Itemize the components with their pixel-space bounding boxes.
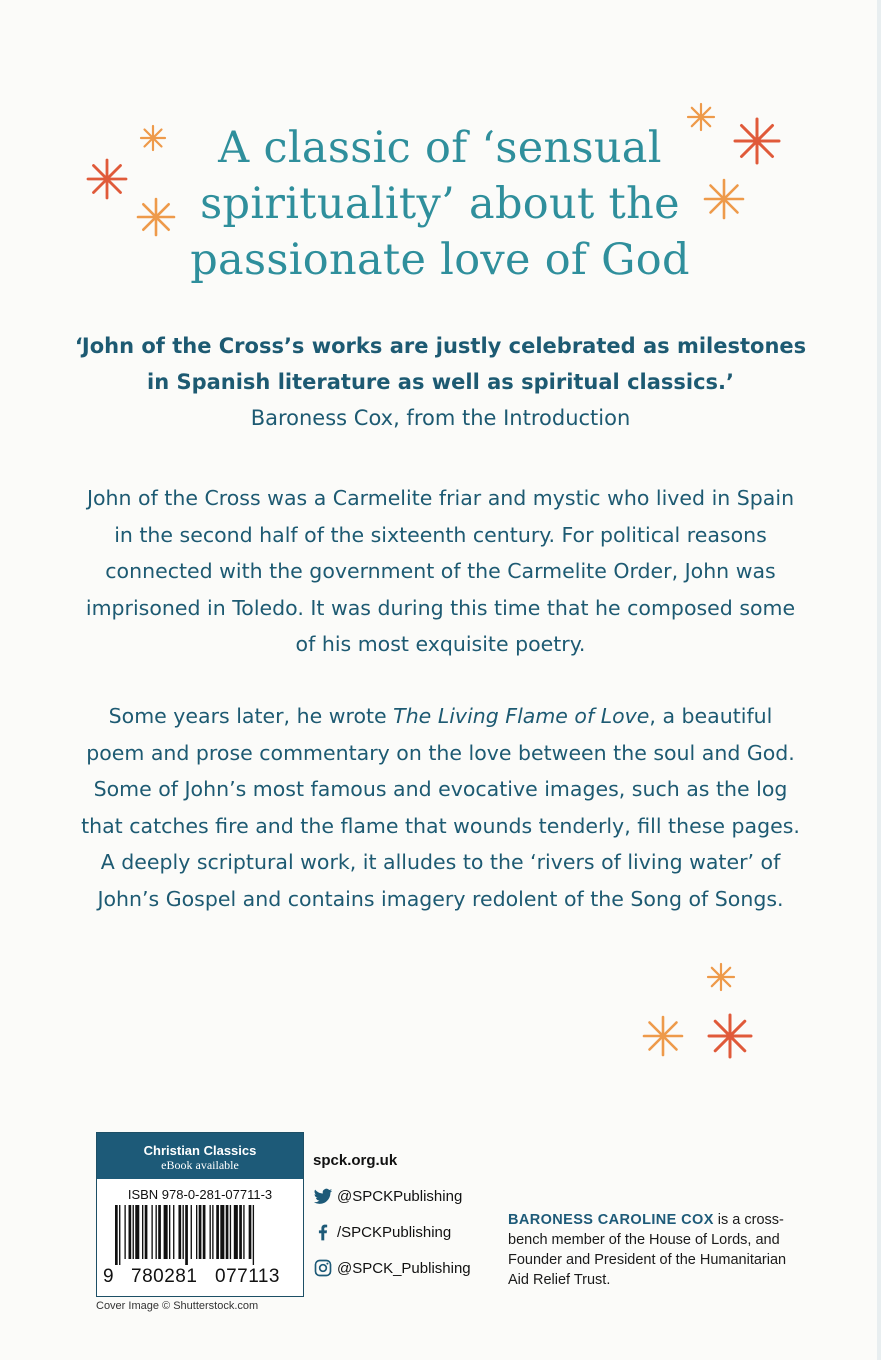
facebook-handle: /SPCKPublishing [337, 1223, 452, 1241]
author-bio-text: is a cross-bench member of the House of Lords, and Founder and President of the Humanitarian Aid Relief Trust. [508, 1212, 787, 1288]
barcode-bar [115, 1205, 118, 1265]
barcode-bar [119, 1205, 120, 1265]
description-paragraph [80, 698, 801, 917]
star-icon [706, 962, 736, 992]
star-icon [707, 1013, 753, 1059]
headline-line: spirituality’ about the [200, 179, 680, 229]
isbn-digit-group: 780281 [131, 1266, 198, 1287]
star-icon [642, 1015, 684, 1057]
barcode-panel [96, 1132, 304, 1297]
barcode-bar [145, 1205, 148, 1259]
barcode-bar [178, 1205, 181, 1259]
instagram-link[interactable] [313, 1258, 471, 1278]
barcode-bar [196, 1205, 197, 1259]
description-paragraph: John of the Cross was a Carmelite friar and mystic who lived in Spain in the second half of the sixteenth century. For political reasons connected with the government of the Carmelite Order, John was imprisoned in Toledo. It was during this time that he composed some of his most exquisite poetry. [85, 486, 796, 656]
star-icon [86, 158, 128, 200]
barcode-bar [220, 1205, 224, 1259]
barcode-bar [239, 1205, 242, 1259]
website-text: spck.org.uk [313, 1152, 398, 1169]
barcode-bar [158, 1205, 161, 1259]
paragraph-text: , a beautiful poem and prose commentary on the love between the soul and God. Some of John’s most famous and evocative images, such as the log that catches fire and the flame that wounds tenderly, fill these pages. A deeply scriptural work, it alludes to the ‘rivers of living water’ of John’s Gospel and contains imagery redolent of the Song of Songs. [81, 704, 800, 911]
quote-line: in Spanish literature as well as spiritual classics.’ [147, 370, 734, 394]
headline-line: passionate love of God [190, 235, 690, 285]
instagram-handle: @SPCK_Publishing [337, 1259, 471, 1277]
author-bio [508, 1210, 793, 1290]
barcode-bar [183, 1205, 184, 1259]
barcode-bar [185, 1205, 188, 1265]
headline [160, 120, 720, 288]
barcode-bar [169, 1205, 170, 1259]
star-icon [733, 117, 781, 165]
barcode-bar [210, 1205, 211, 1259]
barcode-bar [199, 1205, 202, 1259]
author-name: BARONESS CAROLINE COX [508, 1212, 714, 1228]
barcode-bar [156, 1205, 157, 1259]
barcode-bar [243, 1205, 244, 1259]
barcode-bar [212, 1205, 213, 1259]
isbn-digit-first: 9 [103, 1266, 115, 1287]
book-title: The Living Flame of Love [393, 704, 650, 728]
barcode-bar [226, 1205, 229, 1259]
twitter-link[interactable] [313, 1186, 462, 1206]
barcode-bar [230, 1205, 231, 1259]
barcode-bar [216, 1205, 219, 1259]
website-link[interactable] [313, 1152, 397, 1169]
twitter-handle: @SPCKPublishing [337, 1187, 463, 1205]
series-subtitle: eBook available [161, 1158, 239, 1172]
barcode-bar [142, 1205, 143, 1259]
endorsement-quote [70, 328, 811, 400]
barcode-bar [253, 1205, 254, 1265]
series-banner [97, 1133, 303, 1179]
quote-attribution: Baroness Cox, from the Introduction [250, 406, 631, 430]
facebook-link[interactable] [313, 1222, 451, 1242]
instagram-icon [313, 1258, 333, 1278]
barcode-bar [129, 1205, 132, 1259]
barcode-bar [133, 1205, 134, 1259]
barcode-bar [124, 1205, 125, 1259]
barcode-image [105, 1205, 295, 1265]
barcode-bar [173, 1205, 174, 1259]
isbn-digit-group: 077113 [215, 1266, 280, 1287]
series-title: Christian Classics [143, 1143, 257, 1158]
paragraph-text: Some years later, he wrote [108, 704, 394, 728]
barcode-bar [151, 1205, 152, 1259]
barcode-bar [135, 1205, 139, 1259]
page-edge [877, 0, 881, 1360]
headline-line: A classic of ‘sensual [218, 123, 662, 173]
cover-credit: Cover Image © Shutterstock.com [96, 1300, 259, 1312]
barcode-bar [249, 1205, 252, 1259]
barcode-bar [234, 1205, 238, 1259]
barcode-bar [164, 1205, 168, 1259]
twitter-icon [313, 1186, 333, 1206]
barcode-bar [203, 1205, 206, 1259]
facebook-icon [313, 1222, 333, 1242]
isbn-label: ISBN 978-0-281-07711-3 [127, 1187, 273, 1202]
barcode-bar [191, 1205, 192, 1259]
quote-line: ‘John of the Cross’s works are justly celebrated as milestones [74, 334, 807, 358]
